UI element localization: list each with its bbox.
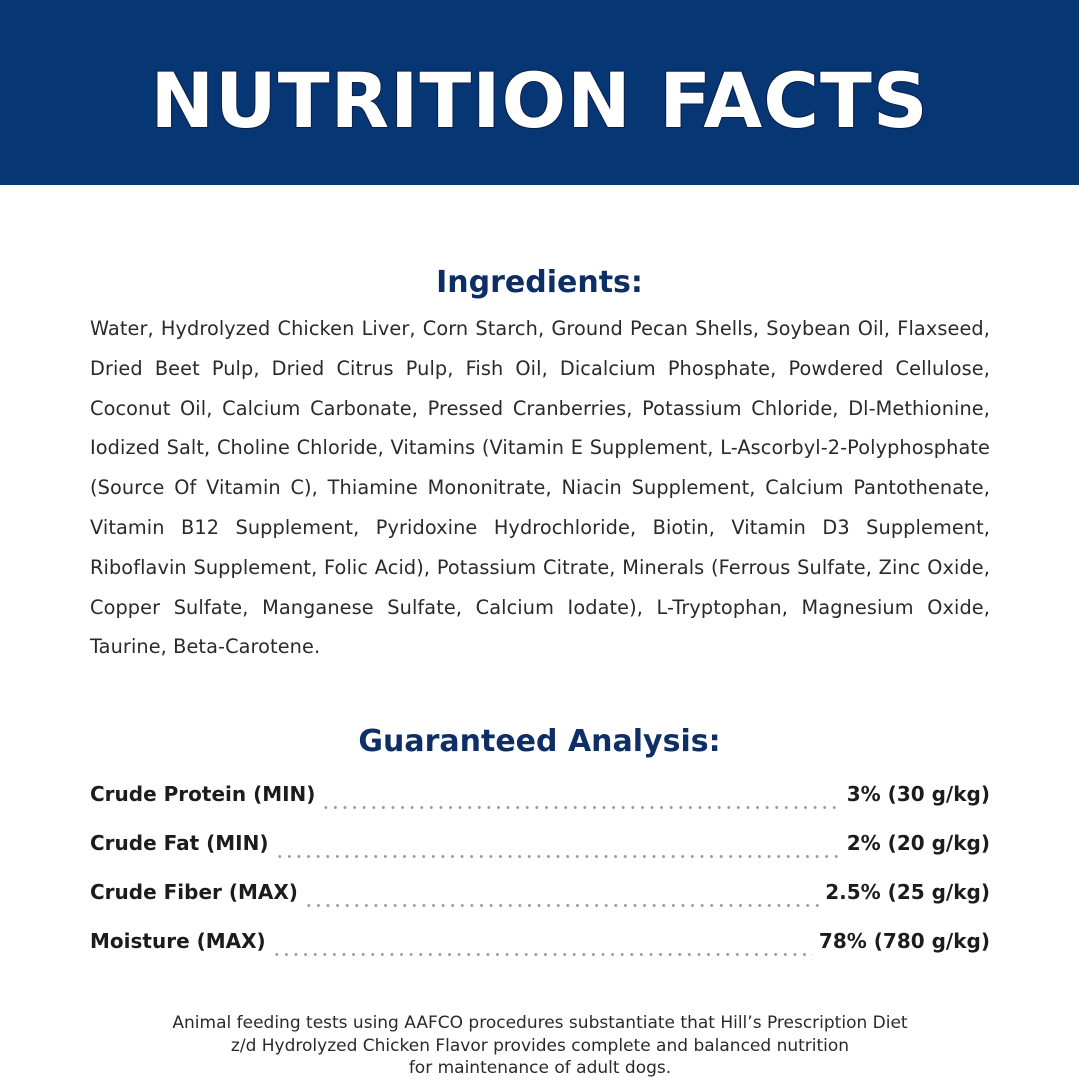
- guaranteed-analysis-list: [90, 776, 990, 972]
- analysis-row-moisture: [90, 923, 990, 972]
- analysis-value: 78% (780 g/kg): [818, 929, 990, 953]
- analysis-row-crude-protein: [90, 776, 990, 825]
- aafco-statement-line: Animal feeding tests using AAFCO procedures substantiate that Hill’s Prescription Diet: [172, 1013, 908, 1033]
- ingredients-text: Water, Hydrolyzed Chicken Liver, Corn Starch, Ground Pecan Shells, Soybean Oil, Flaxseed, Dried Beet Pulp, Dried Citrus Pulp, Fish Oil, Dicalcium Phosphate, Powdered Cellulose, Coconut Oil, Calcium Carbonate, Pressed Cranberries, Potassium Chloride, Dl-Methionine, Iodized Salt, Choline Chloride, Vitamins (Vitamin E Supplement, L-Ascorbyl-2-Polyphosphate (Source Of Vitamin C), Thiamine Mononitrate, Niacin Supplement, Calcium Pantothenate, Vitamin B12 Supplement, Pyridoxine Hydrochloride, Biotin, Vitamin D3 Supplement, Riboflavin Supplement, Folic Acid), Potassium Citrate, Minerals (Ferrous Sulfate, Zinc Oxide, Copper Sulfate, Manganese Sulfate, Calcium Iodate), L-Tryptophan, Magnesium Oxide, Taurine, Beta-Carotene.: [90, 317, 990, 659]
- aafco-statement-line: z/d Hydrolyzed Chicken Flavor provides complete and balanced nutrition: [230, 1035, 850, 1056]
- analysis-label: Crude Protein (MIN): [90, 782, 316, 806]
- dot-leader: [304, 904, 819, 907]
- header-banner: [0, 0, 1079, 185]
- dot-leader: [275, 855, 841, 858]
- page-title: NUTRITION FACTS: [150, 56, 929, 145]
- analysis-label: Crude Fat (MIN): [90, 831, 269, 855]
- analysis-value: 3% (30 g/kg): [846, 782, 990, 806]
- analysis-value: 2.5% (25 g/kg): [825, 880, 990, 904]
- analysis-label: Moisture (MAX): [90, 929, 266, 953]
- analysis-value: 2% (20 g/kg): [846, 831, 990, 855]
- dot-leader: [321, 806, 840, 809]
- analysis-row-crude-fiber: [90, 874, 990, 923]
- aafco-statement-line: for maintenance of adult dogs.: [408, 1058, 672, 1078]
- dot-leader: [272, 953, 813, 956]
- guaranteed-analysis-heading: Guaranteed Analysis:: [358, 724, 721, 759]
- aafco-statement: [90, 1012, 990, 1080]
- ingredients-heading: Ingredients:: [436, 265, 643, 300]
- analysis-row-crude-fat: [90, 825, 990, 874]
- analysis-label: Crude Fiber (MAX): [90, 880, 298, 904]
